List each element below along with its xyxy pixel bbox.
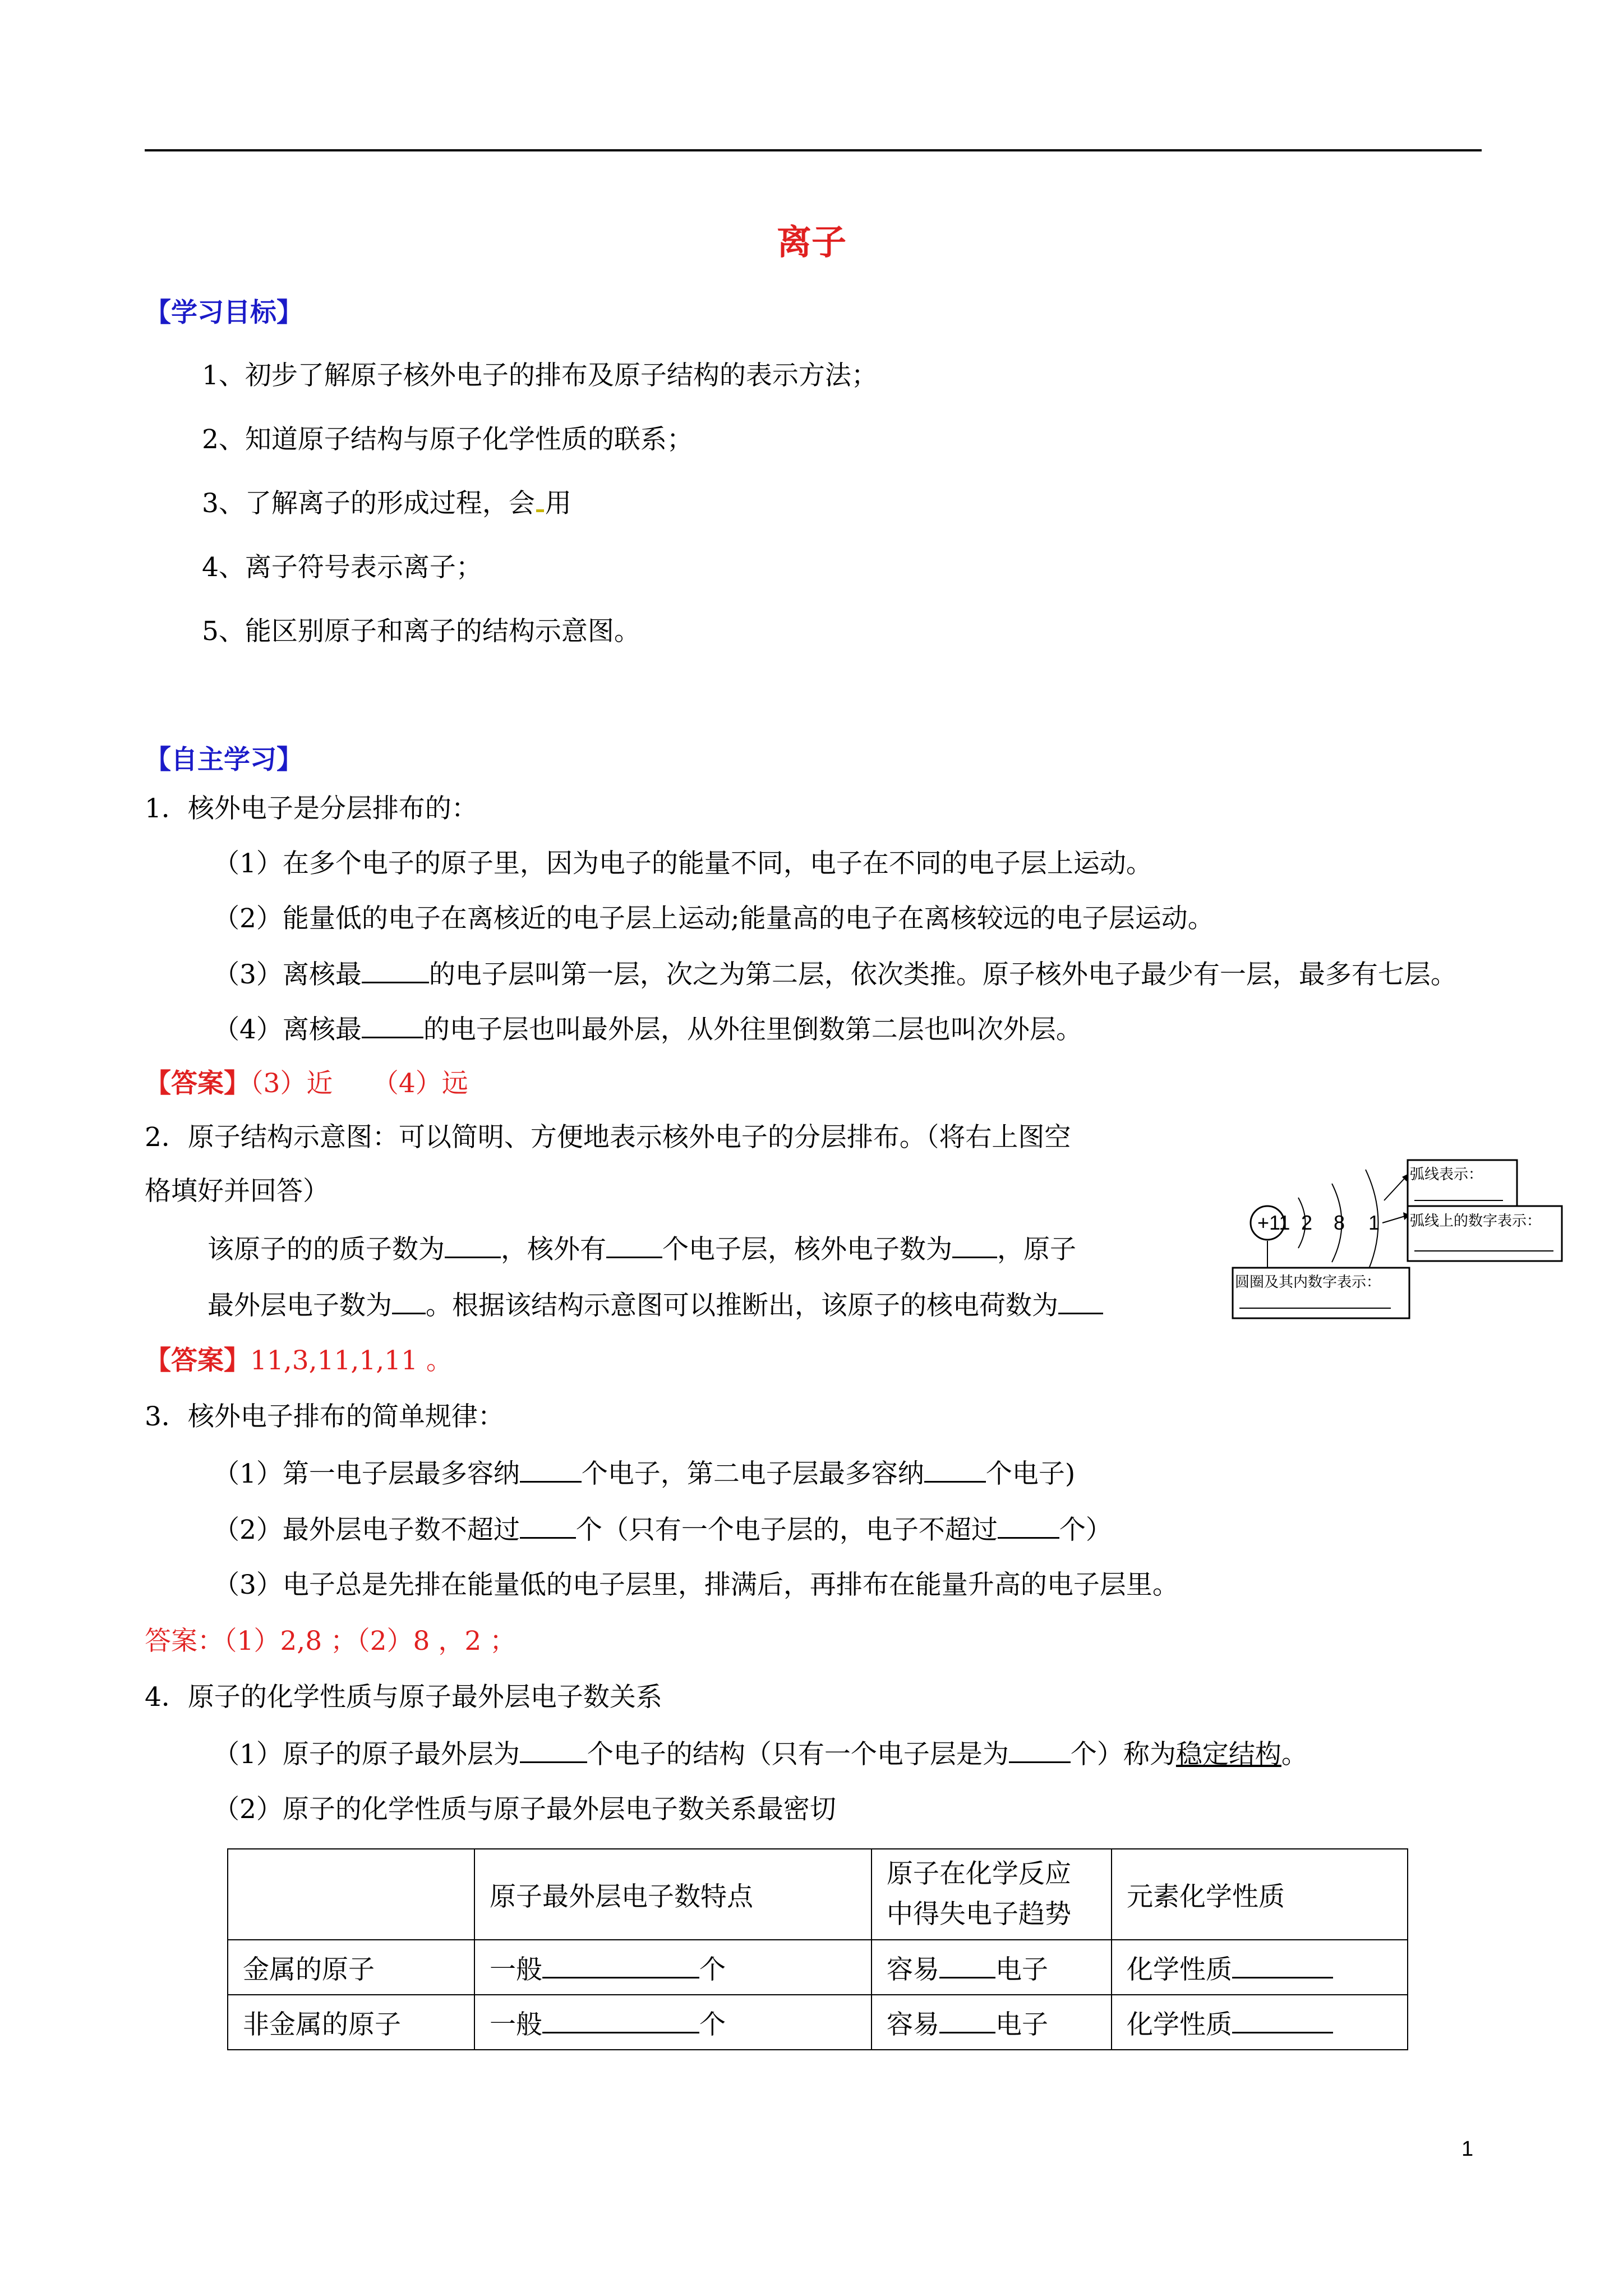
text: 个（只有一个电子层的，电子不超过 — [575, 1515, 998, 1545]
answer-label: 【答案】 — [145, 1345, 250, 1376]
q2-line-2 — [208, 1288, 1103, 1323]
header-rule — [145, 149, 1482, 151]
text: 化学性质 — [1127, 1954, 1232, 1985]
label-circle: 圆圈及其内数字表示： — [1235, 1273, 1381, 1290]
fill-blank[interactable] — [1058, 1288, 1103, 1314]
text: （2）最外层电子数不超过 — [213, 1515, 520, 1545]
q2-line-1 — [208, 1232, 1076, 1267]
q4-paragraph-1 — [213, 1737, 1308, 1772]
shell-count: 1 — [1368, 1211, 1380, 1234]
shell-count: 2 — [1301, 1211, 1313, 1234]
table-cell — [872, 1940, 1112, 1995]
table-row — [228, 1995, 1408, 2050]
header-text: 中得失电子趋势 — [887, 1899, 1071, 1930]
objective-item: 1、初步了解原子核外电子的排布及原子结构的表示方法； — [202, 360, 878, 391]
text: 。根据该结构示意图可以推断出，该原子的核电荷数为 — [426, 1290, 1058, 1321]
shell-count: 8 — [1334, 1211, 1345, 1234]
q4-paragraph-2: （2）原子的化学性质与原子最外层电子数关系最密切 — [213, 1794, 836, 1825]
fill-blank[interactable] — [542, 2007, 699, 2033]
fill-blank[interactable] — [520, 1737, 587, 1763]
q1-answer — [145, 1067, 468, 1101]
fill-blank[interactable] — [362, 957, 429, 983]
text: ，原子 — [997, 1234, 1076, 1265]
label-arc: 弧线表示： — [1410, 1166, 1483, 1182]
self-study-heading: 【自主学习】 — [145, 744, 303, 775]
table-header-row — [228, 1849, 1408, 1940]
text: 个） — [1059, 1515, 1112, 1545]
fill-blank[interactable] — [445, 1232, 501, 1258]
fill-blank[interactable] — [1232, 2007, 1333, 2033]
atom-structure-diagram — [1206, 1144, 1570, 1369]
fill-blank[interactable] — [542, 1952, 699, 1978]
fill-blank[interactable] — [939, 2007, 995, 2033]
q1-paragraph: （1）在多个电子的原子里，因为电子的能量不同，电子在不同的电子层上运动。 — [213, 848, 1152, 879]
text: 容易 — [887, 1954, 939, 1985]
fill-blank[interactable] — [392, 1288, 426, 1314]
answer-text: （1）2,8 ；（2）8 ，2 ； — [224, 1626, 517, 1657]
text: 的电子层也叫最外层，从外往里倒数第二层也叫次外层。 — [423, 1014, 1082, 1045]
q1-paragraph-3 — [213, 957, 1457, 992]
highlight-mark — [536, 509, 544, 512]
table-header-cell — [228, 1849, 474, 1940]
answer-text: 11,3,11,1,11 。 — [250, 1345, 453, 1376]
text: 一般 — [490, 2009, 542, 2040]
q2-title: 2．原子结构示意图：可以简明、方便地表示核外电子的分层排布。（将右上图空 — [145, 1122, 1071, 1153]
text: 个电子层，核外电子数为 — [662, 1234, 952, 1265]
q4-title: 4．原子的化学性质与原子最外层电子数关系 — [145, 1682, 662, 1713]
objective-item: 2、知道原子结构与原子化学性质的联系； — [202, 424, 693, 455]
table-cell — [474, 1995, 872, 2050]
page-number: 1 — [1461, 2137, 1474, 2161]
text: 个电子，第二电子层最多容纳 — [581, 1458, 924, 1489]
text: （4）离核最 — [213, 1014, 362, 1045]
q1-title: 1．核外电子是分层排布的： — [145, 793, 478, 824]
pointer-line — [1384, 1178, 1405, 1200]
objective-text: 3、了解离子的形成过程，会 — [202, 488, 535, 519]
text: 电子 — [995, 2009, 1048, 2040]
objective-text-end: 用 — [545, 488, 571, 519]
q1-paragraph-4 — [213, 1012, 1082, 1047]
table-cell — [1112, 1940, 1408, 1995]
q3-paragraph-1 — [213, 1456, 1075, 1491]
text: 个电子的结构（只有一个电子层是为 — [587, 1739, 1009, 1770]
text: 一般 — [490, 1954, 542, 1985]
table-cell — [1112, 1995, 1408, 2050]
text: 的电子层叫第一层，次之为第二层，依次类推。原子核外电子最少有一层，最多有七层。 — [428, 959, 1457, 990]
fill-blank[interactable] — [1009, 1737, 1071, 1763]
text: （3）离核最 — [213, 959, 362, 990]
label-number: 弧线上的数字表示： — [1410, 1212, 1542, 1229]
table-header-cell: 原子最外层电子数特点 — [474, 1849, 872, 1940]
fill-blank[interactable] — [520, 1512, 576, 1539]
page-title: 离子 — [776, 222, 846, 263]
text: 个电子) — [985, 1458, 1076, 1489]
underlined-term: 稳定结构 — [1175, 1739, 1281, 1770]
table-row — [228, 1940, 1408, 1995]
answer-label: 答案： — [145, 1626, 224, 1657]
pointer-line — [1382, 1216, 1405, 1223]
text: （1）原子的原子最外层为 — [213, 1739, 520, 1770]
text: 该原子的的质子数为 — [208, 1234, 445, 1265]
text: 个）称为 — [1070, 1739, 1176, 1770]
q2-answer — [145, 1344, 453, 1378]
answer-text: （3）近 （4）远 — [250, 1068, 468, 1099]
text: 化学性质 — [1127, 2009, 1232, 2040]
text: 最外层电子数为 — [208, 1290, 392, 1321]
fill-blank[interactable] — [998, 1512, 1059, 1539]
q3-paragraph-3: （3）电子总是先排在能量低的电子层里，排满后，再排布在能量升高的电子层里。 — [213, 1570, 1179, 1600]
text: 容易 — [887, 2009, 939, 2040]
table-header-cell — [872, 1849, 1112, 1940]
objective-item-3 — [202, 487, 571, 521]
nucleus-label: +11 — [1257, 1211, 1290, 1234]
header-text: 原子在化学反应 — [887, 1858, 1071, 1889]
fill-blank[interactable] — [1232, 1952, 1333, 1978]
table-cell: 非金属的原子 — [228, 1995, 474, 2050]
table-cell — [872, 1995, 1112, 2050]
text: （1）第一电子层最多容纳 — [213, 1458, 520, 1489]
q2-title-cont: 格填好并回答） — [145, 1176, 329, 1207]
text: 个 — [699, 2009, 726, 2040]
q1-paragraph: （2）能量低的电子在离核近的电子层上运动;能量高的电子在离核较远的电子层运动。 — [213, 903, 1214, 934]
text: ，核外有 — [501, 1234, 606, 1265]
fill-blank[interactable] — [939, 1952, 995, 1978]
text: 个 — [699, 1954, 726, 1985]
fill-blank[interactable] — [606, 1232, 662, 1258]
fill-blank[interactable] — [924, 1456, 986, 1483]
table-header-cell: 元素化学性质 — [1112, 1849, 1408, 1940]
objectives-heading: 【学习目标】 — [145, 297, 303, 328]
text: 电子 — [995, 1954, 1048, 1985]
objective-item: 4、离子符号表示离子； — [202, 552, 482, 583]
q3-answer — [145, 1625, 516, 1658]
answer-label: 【答案】 — [145, 1068, 250, 1099]
table-cell: 金属的原子 — [228, 1940, 474, 1995]
q3-title: 3．核外电子排布的简单规律： — [145, 1401, 504, 1432]
fill-blank[interactable] — [362, 1012, 423, 1038]
objective-item: 5、能区别原子和离子的结构示意图。 — [202, 616, 640, 647]
property-table — [227, 1848, 1408, 2050]
fill-blank[interactable] — [520, 1456, 582, 1483]
text: 。 — [1281, 1739, 1308, 1770]
atom-structure-svg — [1206, 1144, 1570, 1369]
table-cell — [474, 1940, 872, 1995]
q3-paragraph-2 — [213, 1512, 1112, 1547]
fill-blank[interactable] — [952, 1232, 997, 1258]
